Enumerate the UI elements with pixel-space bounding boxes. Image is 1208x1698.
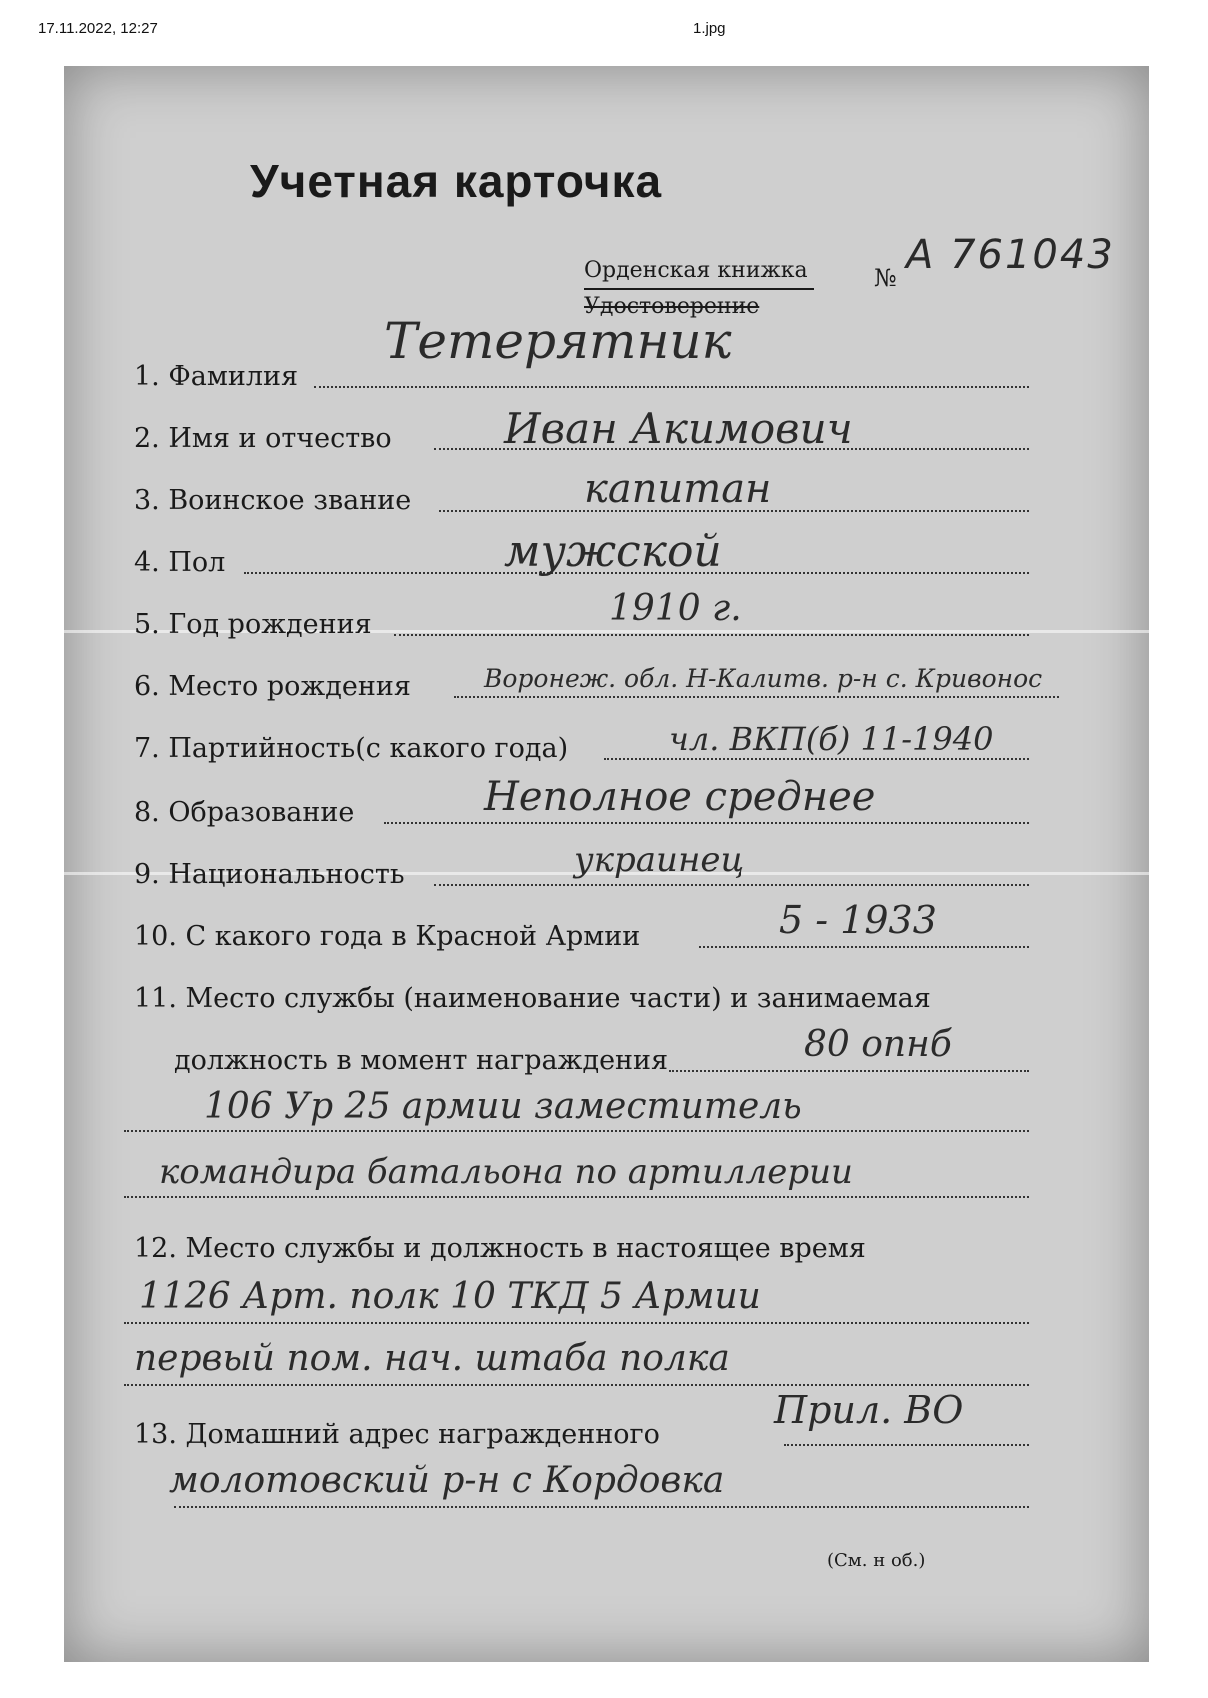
- field-label: 1. Фамилия: [134, 361, 299, 392]
- field-line: [669, 1070, 1029, 1072]
- field-value-birth-year: 1910 г.: [609, 588, 742, 629]
- field-line: [314, 386, 1029, 388]
- field-label: 12. Место службы и должность в настоящее время: [134, 1233, 866, 1264]
- field-label: 11. Место службы (наименование части) и занимаемая: [134, 983, 931, 1014]
- field-label: 4. Пол: [134, 547, 226, 578]
- field-label: 7. Партийность(с какого года): [134, 733, 569, 764]
- booklet-label: Орденская книжка: [584, 254, 814, 290]
- field-value-address-line2: молотовский р-н с Кордовка: [169, 1460, 725, 1501]
- field-line: [174, 1506, 1029, 1508]
- field-line: [124, 1384, 1029, 1386]
- field-label: 3. Воинское звание: [134, 485, 412, 516]
- field-line: [434, 884, 1029, 886]
- field-label: 2. Имя и отчество: [134, 423, 392, 454]
- field-label: 9. Национальность: [134, 859, 405, 890]
- field-line: [699, 946, 1029, 948]
- field-label: 6. Место рождения: [134, 671, 411, 702]
- field-value-unit: 80 опнб: [804, 1024, 952, 1065]
- registration-card: [64, 66, 1149, 1662]
- field-value-current-line1: 1126 Арт. полк 10 ТКД 5 Армии: [139, 1276, 761, 1317]
- field-line: [124, 1322, 1029, 1324]
- field-value-army-since: 5 - 1933: [779, 898, 937, 942]
- field-value-current-line2: первый пом. нач. штаба полка: [134, 1338, 730, 1379]
- field-line: [604, 758, 1029, 760]
- print-date: 17.11.2022, 12:27: [38, 20, 158, 37]
- field-line: [394, 634, 1029, 636]
- field-value-education: Неполное среднее: [484, 774, 876, 820]
- field-value-nationality: украинец: [574, 840, 745, 880]
- number-sign: №: [874, 264, 897, 292]
- field-line: [124, 1130, 1029, 1132]
- field-label: должность в момент награждения: [174, 1045, 669, 1076]
- field-value-birthplace: Воронеж. обл. Н-Калитв. р-н с. Кривонос: [484, 664, 1043, 693]
- booklet-number: А 761043: [906, 232, 1115, 278]
- card-title: Учетная карточка: [250, 155, 663, 207]
- print-filename: 1.jpg: [693, 20, 726, 37]
- field-birth-year: [134, 602, 1029, 642]
- field-value-address-line1: Прил. ВО: [774, 1388, 964, 1432]
- field-value-sex: мужской: [504, 526, 722, 577]
- field-value-party: чл. ВКП(б) 11-1940: [669, 720, 994, 758]
- field-label: 13. Домашний адрес награжденного: [134, 1419, 660, 1450]
- field-value-service-line2: 106 Ур 25 армии заместитель: [204, 1086, 802, 1127]
- field-label: 10. С какого года в Красной Армии: [134, 921, 641, 952]
- field-line: [454, 696, 1059, 698]
- field-current-service: [134, 1226, 1029, 1266]
- field-value-surname: Тетерятник: [384, 312, 732, 370]
- field-label: 5. Год рождения: [134, 609, 372, 640]
- field-value-service-line3: командира батальона по артиллерии: [159, 1152, 853, 1192]
- field-value-name: Иван Акимович: [504, 404, 853, 453]
- field-value-rank: капитан: [584, 466, 772, 512]
- field-label: 8. Образование: [134, 797, 355, 828]
- field-line: [384, 822, 1029, 824]
- field-service-award: [134, 976, 1029, 1016]
- field-line: [784, 1444, 1029, 1446]
- field-line: [124, 1196, 1029, 1198]
- field-rank: [134, 478, 1029, 518]
- certificate-label: Удостоверение: [584, 294, 760, 319]
- see-reverse-note: (См. н об.): [827, 1550, 926, 1571]
